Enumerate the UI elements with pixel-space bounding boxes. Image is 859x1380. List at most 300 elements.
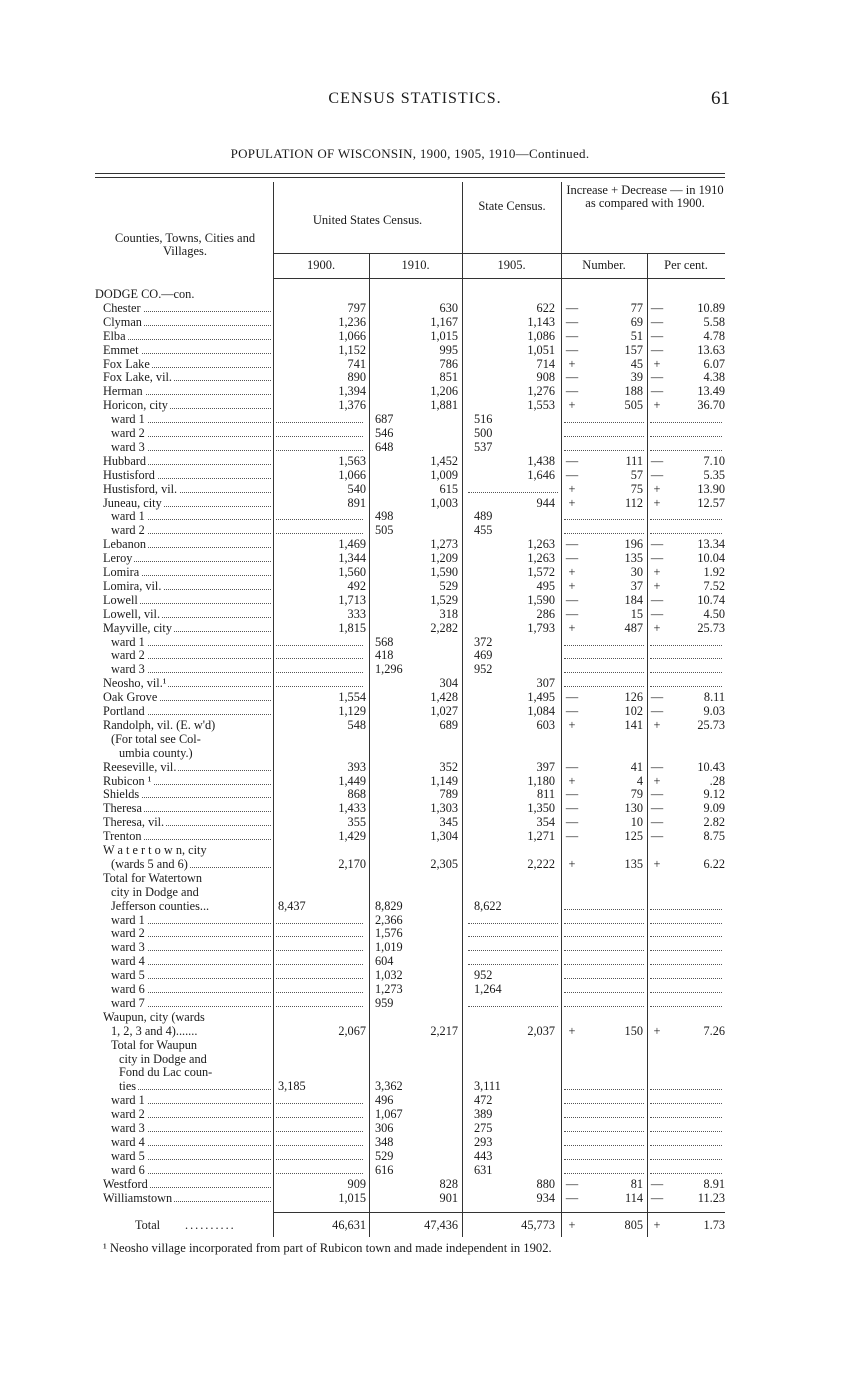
change-number: 57 xyxy=(630,467,643,482)
row-name-text: Oak Grove xyxy=(103,691,158,705)
change-percent: 25.73 xyxy=(697,620,725,635)
row-name-text: Mayville, city xyxy=(103,621,172,635)
value-1905: 1,143 xyxy=(527,314,555,329)
row-name xyxy=(95,524,273,538)
row-name-text: ward 5 xyxy=(111,969,145,983)
row-name-text: Hustisford, vil. xyxy=(103,482,178,496)
value-1910: 1,003 xyxy=(430,495,458,510)
row-name xyxy=(95,608,273,622)
leader-number xyxy=(561,663,647,677)
value-1905: 952 xyxy=(474,662,493,677)
change-sign: + xyxy=(568,578,576,593)
change-percent: 4.78 xyxy=(703,328,725,343)
value-1905: 8,622 xyxy=(474,898,502,913)
value-1910: 1,209 xyxy=(430,551,458,566)
row-name xyxy=(95,941,273,955)
leader-percent xyxy=(647,636,725,650)
change-percent: 8.11 xyxy=(703,690,725,705)
value-1900: 1,449 xyxy=(338,773,366,788)
row-name xyxy=(95,691,273,705)
leader-number xyxy=(561,510,647,524)
row-name xyxy=(95,358,273,372)
leader-1900 xyxy=(273,969,366,983)
row-name-text: Theresa xyxy=(103,802,142,816)
table-row xyxy=(95,941,725,955)
table-row xyxy=(95,1039,725,1053)
value-1910: 345 xyxy=(439,815,458,830)
value-1905: 714 xyxy=(536,356,555,371)
table-row xyxy=(95,622,725,636)
leader-number xyxy=(561,983,647,997)
header-number: Number. xyxy=(582,258,626,272)
change-sign: + xyxy=(568,398,576,413)
row-name-text: Trenton xyxy=(103,830,142,844)
row-name xyxy=(95,900,273,914)
table-row xyxy=(95,1108,725,1122)
change-number: 69 xyxy=(630,314,643,329)
row-name-text: Leroy xyxy=(103,552,133,566)
change-percent: 25.73 xyxy=(697,717,725,732)
leader-1900 xyxy=(273,941,366,955)
percent-sign: + xyxy=(653,565,661,579)
leader-percent xyxy=(647,1136,725,1150)
change-percent: 5.58 xyxy=(703,314,725,329)
value-1905: 952 xyxy=(474,968,493,983)
value-1900: 890 xyxy=(347,370,366,385)
row-name xyxy=(95,566,273,580)
table-row xyxy=(95,566,725,580)
percent-sign: — xyxy=(650,342,664,357)
value-1905: 516 xyxy=(474,412,493,427)
value-1905: 1,180 xyxy=(527,773,555,788)
table-row xyxy=(95,858,725,872)
change-percent: 10.74 xyxy=(697,592,725,607)
value-1910: 1,273 xyxy=(430,537,458,552)
change-number: 41 xyxy=(630,759,643,774)
table-row xyxy=(95,1164,725,1178)
row-name xyxy=(95,510,273,524)
row-name xyxy=(95,997,273,1011)
total-sign: + xyxy=(568,1218,576,1232)
change-sign: — xyxy=(565,759,579,774)
leader-1905 xyxy=(465,483,561,497)
table-row xyxy=(95,886,725,900)
row-name-text: Total for Watertown xyxy=(103,871,202,885)
table-row xyxy=(95,663,725,677)
change-sign: — xyxy=(565,300,579,315)
change-sign: — xyxy=(565,328,579,343)
table-row xyxy=(95,719,725,733)
change-sign: + xyxy=(568,495,576,510)
row-name xyxy=(95,552,273,566)
leader-number xyxy=(561,649,647,663)
row-name-text: Neosho, vil.¹ xyxy=(103,677,167,691)
value-1910: 615 xyxy=(439,481,458,496)
row-name-text: Lowell xyxy=(103,593,138,607)
row-name xyxy=(95,385,273,399)
percent-sign: + xyxy=(653,356,661,371)
row-name-text: Fond du Lac coun- xyxy=(119,1066,213,1080)
value-1900: 1,429 xyxy=(338,829,366,844)
row-name-text: Portland xyxy=(103,705,145,718)
change-number: 141 xyxy=(624,717,643,732)
leader-percent xyxy=(647,941,725,955)
row-name xyxy=(95,1053,273,1067)
value-1905: 944 xyxy=(536,495,555,510)
row-name xyxy=(95,622,273,636)
value-1910: 2,305 xyxy=(430,856,458,871)
row-name-text: ward 1 xyxy=(111,635,145,649)
change-sign: + xyxy=(568,565,576,579)
table-row xyxy=(95,955,725,969)
row-name xyxy=(95,413,273,427)
leader-1905 xyxy=(465,941,561,955)
leader-1900 xyxy=(273,649,366,663)
value-1900: 540 xyxy=(347,481,366,496)
value-1900: 2,067 xyxy=(338,1023,366,1038)
value-1910: 1,304 xyxy=(430,829,458,844)
value-1900: 3,185 xyxy=(278,1079,306,1094)
table-row xyxy=(95,1080,725,1094)
leader-percent xyxy=(647,983,725,997)
row-name-text: (wards 5 and 6) xyxy=(111,857,188,871)
row-name-text: Jefferson counties... xyxy=(111,899,210,913)
value-1910: 304 xyxy=(439,676,458,691)
percent-sign: — xyxy=(650,1176,664,1191)
value-1905: 811 xyxy=(537,787,555,802)
table-row xyxy=(95,580,725,594)
row-name xyxy=(95,969,273,983)
leader-1900 xyxy=(273,927,366,941)
percent-sign: — xyxy=(650,537,664,552)
change-number: 135 xyxy=(624,856,643,871)
value-1905: 537 xyxy=(474,439,493,454)
value-1905: 631 xyxy=(474,1162,493,1177)
change-sign: — xyxy=(565,453,579,468)
row-name xyxy=(95,747,273,761)
value-1910: 2,282 xyxy=(430,620,458,635)
value-1910: 1,273 xyxy=(375,982,403,996)
change-number: 150 xyxy=(624,1023,643,1038)
row-name xyxy=(95,733,273,747)
value-1900: 1,469 xyxy=(338,537,366,552)
value-1910: 1,881 xyxy=(430,398,458,413)
value-1910: 828 xyxy=(439,1176,458,1191)
value-1905: 389 xyxy=(474,1107,493,1122)
leader-1900 xyxy=(273,1164,366,1178)
leader-1905 xyxy=(465,914,561,928)
running-title: CENSUS STATISTICS. xyxy=(328,90,502,107)
table-row xyxy=(95,483,725,497)
row-name-text: Elba xyxy=(103,329,126,343)
value-1905: 1,572 xyxy=(527,565,555,579)
value-1910: 2,366 xyxy=(375,912,403,927)
table-row xyxy=(95,1094,725,1108)
row-name-text: city in Dodge and xyxy=(119,1052,207,1066)
row-name-text: ward 1 xyxy=(111,510,145,524)
table-row xyxy=(95,872,725,886)
row-name-text: Hustisford xyxy=(103,468,155,482)
row-name xyxy=(95,636,273,650)
row-name xyxy=(95,344,273,358)
value-1905: 1,263 xyxy=(527,537,555,552)
change-number: 81 xyxy=(630,1176,643,1191)
row-name xyxy=(95,1192,273,1206)
value-1905: 1,350 xyxy=(527,801,555,816)
percent-sign: + xyxy=(653,578,661,593)
leader-1905 xyxy=(465,997,561,1011)
value-1910: 568 xyxy=(375,634,394,649)
value-1905: 397 xyxy=(536,759,555,774)
value-1905: 1,646 xyxy=(527,467,555,482)
row-name xyxy=(95,455,273,469)
row-name xyxy=(95,580,273,594)
value-1900: 492 xyxy=(347,578,366,593)
change-number: 30 xyxy=(630,565,643,579)
value-1910: 851 xyxy=(439,370,458,385)
value-1900: 891 xyxy=(347,495,366,510)
leader-1900 xyxy=(273,441,366,455)
leader-number xyxy=(561,636,647,650)
row-name xyxy=(95,469,273,483)
table-row xyxy=(95,914,725,928)
value-1910: 496 xyxy=(375,1093,394,1108)
row-name-text: Clyman xyxy=(103,315,142,329)
value-1905: 443 xyxy=(474,1148,493,1163)
row-name-text: ward 2 xyxy=(111,427,145,440)
change-sign: — xyxy=(565,690,579,705)
value-1905: 1,051 xyxy=(527,342,555,357)
value-1900: 1,815 xyxy=(338,620,366,635)
percent-sign: — xyxy=(650,328,664,343)
value-1910: 1,067 xyxy=(375,1107,403,1122)
leader-percent xyxy=(647,997,725,1011)
percent-sign: + xyxy=(653,495,661,510)
row-name xyxy=(95,399,273,413)
value-1910: 2,217 xyxy=(430,1023,458,1038)
header-1900: 1900. xyxy=(306,258,336,272)
percent-sign: — xyxy=(650,467,664,482)
leader-number xyxy=(561,1080,647,1094)
value-1910: 352 xyxy=(439,759,458,774)
row-name xyxy=(95,719,273,733)
value-1905: 908 xyxy=(536,370,555,385)
change-percent: 10.89 xyxy=(697,300,725,315)
row-name xyxy=(95,830,273,844)
change-number: 45 xyxy=(630,356,643,371)
row-name xyxy=(95,1025,273,1039)
change-percent: 13.49 xyxy=(697,384,725,399)
row-name xyxy=(95,816,273,830)
leader-percent xyxy=(647,1108,725,1122)
row-name xyxy=(95,1136,273,1150)
value-1905: 622 xyxy=(536,300,555,315)
value-1910: 689 xyxy=(439,717,458,732)
value-1910: 1,206 xyxy=(430,384,458,399)
leader-percent xyxy=(647,900,725,914)
change-percent: 8.91 xyxy=(703,1176,725,1191)
county-heading xyxy=(95,288,725,302)
value-1910: 786 xyxy=(439,356,458,371)
leader-percent xyxy=(647,427,725,441)
leader-percent xyxy=(647,510,725,524)
caption-rule-top xyxy=(95,173,725,174)
total-leader: .......... xyxy=(185,1218,236,1232)
header-state-census: State Census. xyxy=(478,199,546,213)
value-1905: 500 xyxy=(474,426,493,440)
leader-number xyxy=(561,900,647,914)
change-percent: 10.04 xyxy=(697,551,725,566)
leader-1905 xyxy=(465,955,561,969)
row-name xyxy=(95,1066,273,1080)
row-name xyxy=(95,1150,273,1164)
table-row xyxy=(95,802,725,816)
row-name-text: ward 3 xyxy=(111,1122,145,1135)
leader-percent xyxy=(647,969,725,983)
leader-number xyxy=(561,927,647,941)
table-row xyxy=(95,997,725,1011)
row-name xyxy=(95,497,273,511)
value-1900: 1,376 xyxy=(338,398,366,413)
table-row xyxy=(95,761,725,775)
row-name-text: ward 3 xyxy=(111,663,145,677)
change-number: 15 xyxy=(630,606,643,621)
value-1905: 1,084 xyxy=(527,704,555,718)
value-1905: 880 xyxy=(536,1176,555,1191)
change-sign: — xyxy=(565,384,579,399)
percent-sign: + xyxy=(653,856,661,871)
row-name-text: ward 3 xyxy=(111,440,145,454)
leader-percent xyxy=(647,524,725,538)
table-row xyxy=(95,455,725,469)
leader-percent xyxy=(647,1122,725,1136)
table-row xyxy=(95,1178,725,1192)
table-row xyxy=(95,788,725,802)
percent-sign: — xyxy=(650,300,664,315)
percent-sign: — xyxy=(650,384,664,399)
row-name-text: Lomira, vil. xyxy=(103,579,162,593)
leader-number xyxy=(561,427,647,441)
row-name xyxy=(95,677,273,691)
leader-1900 xyxy=(273,677,366,691)
row-name xyxy=(95,955,273,969)
table-row xyxy=(95,538,725,552)
value-1910: 1,167 xyxy=(430,314,458,329)
header-us-census: United States Census. xyxy=(312,213,423,227)
leader-1900 xyxy=(273,914,366,928)
change-sign: — xyxy=(565,1176,579,1191)
leader-1900 xyxy=(273,413,366,427)
value-1910: 604 xyxy=(375,954,394,969)
row-name xyxy=(95,761,273,775)
table-row xyxy=(95,1192,725,1206)
value-1900: 797 xyxy=(347,300,366,315)
value-1910: 1,428 xyxy=(430,690,458,705)
total-1905: 45,773 xyxy=(521,1218,555,1232)
value-1905: 1,495 xyxy=(527,690,555,705)
value-1905: 1,263 xyxy=(527,551,555,566)
rule-subheader xyxy=(273,253,725,254)
row-name xyxy=(95,594,273,608)
leader-number xyxy=(561,524,647,538)
leader-number xyxy=(561,1164,647,1178)
row-name xyxy=(95,705,273,719)
row-name-text: Lowell, vil. xyxy=(103,607,161,621)
change-number: 77 xyxy=(630,300,643,315)
change-number: 126 xyxy=(624,690,643,705)
leader-1900 xyxy=(273,1150,366,1164)
row-name-text: Juneau, city xyxy=(103,496,162,510)
leader-percent xyxy=(647,1164,725,1178)
leader-number xyxy=(561,955,647,969)
total-percent: 1.73 xyxy=(703,1218,725,1232)
change-sign: + xyxy=(568,856,576,871)
leader-1900 xyxy=(273,663,366,677)
table-row xyxy=(95,316,725,330)
change-percent: 36.70 xyxy=(697,398,725,413)
table-row xyxy=(95,441,725,455)
value-1905: 489 xyxy=(474,509,493,524)
row-name xyxy=(95,330,273,344)
header-change: Increase + Decrease — in 1910 as compared with 1900. xyxy=(566,183,724,210)
leader-percent xyxy=(647,927,725,941)
value-1910: 1,303 xyxy=(430,801,458,816)
value-1900: 1,066 xyxy=(338,467,366,482)
change-sign: — xyxy=(565,592,579,607)
table-caption: POPULATION OF WISCONSIN, 1900, 1905, 1910—Continued. xyxy=(230,146,590,161)
percent-sign: — xyxy=(650,690,664,705)
percent-sign: — xyxy=(650,704,664,718)
table-row xyxy=(95,608,725,622)
row-name-text: ward 1 xyxy=(111,413,145,427)
table-row xyxy=(95,705,725,719)
change-percent: 7.10 xyxy=(703,453,725,468)
percent-sign: — xyxy=(650,314,664,329)
change-sign: — xyxy=(565,801,579,816)
change-number: 37 xyxy=(630,578,643,593)
value-1910: 348 xyxy=(375,1134,394,1149)
rule-total xyxy=(273,1212,725,1213)
value-1905: 372 xyxy=(474,634,493,649)
row-name xyxy=(95,788,273,802)
value-1910: 959 xyxy=(375,995,394,1010)
table-row xyxy=(95,1053,725,1067)
change-number: 112 xyxy=(625,495,643,510)
row-name-text: Lomira xyxy=(103,566,140,579)
value-1900: 1,152 xyxy=(338,342,366,357)
value-1910: 1,576 xyxy=(375,926,403,941)
change-number: 184 xyxy=(624,592,643,607)
change-sign: — xyxy=(565,314,579,329)
value-1910: 306 xyxy=(375,1121,394,1135)
percent-sign: — xyxy=(650,370,664,385)
row-name xyxy=(95,927,273,941)
value-1910: 616 xyxy=(375,1162,394,1177)
row-name-text: ward 1 xyxy=(111,1094,145,1108)
value-1900: 393 xyxy=(347,759,366,774)
change-sign: — xyxy=(565,467,579,482)
row-name-text: ward 4 xyxy=(111,1135,145,1149)
table-row xyxy=(95,358,725,372)
change-sign: — xyxy=(565,551,579,566)
value-1910: 418 xyxy=(375,648,394,663)
change-number: 130 xyxy=(624,801,643,816)
leader-1900 xyxy=(273,524,366,538)
table-row xyxy=(95,413,725,427)
row-name xyxy=(95,538,273,552)
value-1900: 8,437 xyxy=(278,898,306,913)
total-1900: 46,631 xyxy=(332,1218,366,1232)
